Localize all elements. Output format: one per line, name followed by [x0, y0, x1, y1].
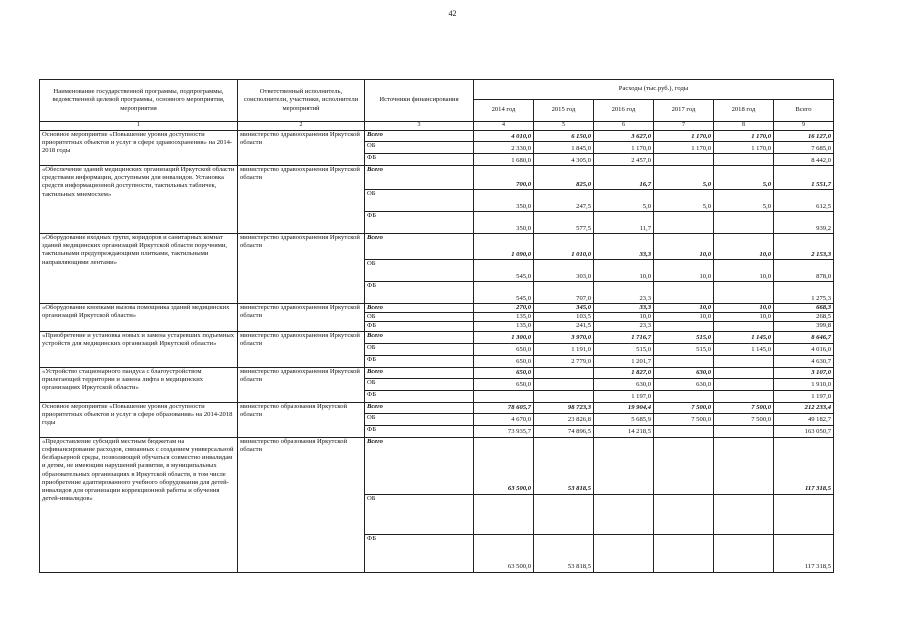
year-value-cell: 1 170,0: [654, 142, 714, 154]
year-value-cell: 3 627,0: [594, 131, 654, 142]
year-value-cell: 4 305,0: [534, 154, 594, 166]
year-value-cell: 241,5: [534, 322, 594, 331]
year-value-cell: 5,0: [714, 166, 774, 190]
page-number: 42: [448, 9, 457, 18]
total-cell: 117 318,5: [774, 534, 834, 572]
funding-source: ФБ: [365, 282, 474, 304]
header-executor: Ответственный исполнитель, соисполнители, участники, исполнители мероприятий: [238, 80, 365, 122]
funding-source: Всего: [365, 331, 474, 343]
year-value-cell: 7 500,0: [714, 402, 774, 413]
year-value-cell: 14 218,5: [594, 425, 654, 437]
year-value-cell: 2 330,0: [474, 142, 534, 154]
header-expenses: Расходы (тыс.руб.), годы: [474, 80, 834, 100]
year-value-cell: 1 090,0: [474, 234, 534, 260]
year-value-cell: 2 779,0: [534, 355, 594, 367]
year-value-cell: 650,0: [474, 378, 534, 390]
year-value-cell: [654, 212, 714, 234]
year-value-cell: [594, 534, 654, 572]
executor-name: министерство здравоохранения Иркутской области: [238, 166, 365, 234]
total-cell: 117 318,5: [774, 437, 834, 494]
year-value-cell: [594, 437, 654, 494]
year-value-cell: 103,5: [534, 313, 594, 322]
column-numbers-row: [40, 122, 834, 131]
table-row: [40, 437, 834, 494]
year-value-cell: 10,0: [714, 313, 774, 322]
year-value-cell: 650,0: [474, 355, 534, 367]
year-value-cell: [654, 534, 714, 572]
year-value-cell: 10,0: [714, 234, 774, 260]
year-value-cell: 650,0: [474, 343, 534, 355]
year-value-cell: 63 500,0: [474, 437, 534, 494]
column-number: 6: [594, 122, 654, 131]
funding-source: ФБ: [365, 212, 474, 234]
year-value-cell: 825,0: [534, 166, 594, 190]
measure-name: «Обеспечение зданий медицинских организаций Иркутской области средствами информации, доступными для инвалидов. Установка средств информационной доступности, тактильных табличек, тактильных мнемосхем»: [40, 166, 238, 234]
year-value-cell: [474, 494, 534, 534]
funding-source: ФБ: [365, 322, 474, 331]
year-header: 2016 год: [594, 100, 654, 122]
year-value-cell: 10,0: [714, 304, 774, 313]
funding-source: Всего: [365, 234, 474, 260]
year-value-cell: [654, 154, 714, 166]
year-value-cell: 1 170,0: [654, 131, 714, 142]
year-value-cell: 10,0: [654, 304, 714, 313]
year-value-cell: [714, 378, 774, 390]
column-number: 3: [365, 122, 474, 131]
year-value-cell: 2 457,0: [594, 154, 654, 166]
year-value-cell: [474, 390, 534, 402]
measure-name: «Оборудование входных групп, коридоров и санитарных комнат зданий медицинских организаций Иркутской области поручнями, тактильными предупреждающими плитками, тактильными направляющими лентами»: [40, 234, 238, 304]
column-number: 7: [654, 122, 714, 131]
year-value-cell: 630,0: [654, 378, 714, 390]
funding-source: ФБ: [365, 355, 474, 367]
funding-source: Всего: [365, 437, 474, 494]
year-value-cell: 1 300,0: [474, 331, 534, 343]
table-row: [40, 166, 834, 190]
total-cell: 8 442,0: [774, 154, 834, 166]
year-value-cell: [714, 494, 774, 534]
measure-name: Основное мероприятие «Повышение уровня доступности приоритетных объектов и услуг в сфере здравоохранения» на 2014-2018 годы: [40, 131, 238, 166]
year-value-cell: 10,0: [714, 260, 774, 282]
year-value-cell: [534, 390, 594, 402]
year-value-cell: [714, 437, 774, 494]
total-cell: 268,5: [774, 313, 834, 322]
year-value-cell: 350,0: [474, 190, 534, 212]
year-value-cell: [654, 425, 714, 437]
year-value-cell: 1 680,0: [474, 154, 534, 166]
year-value-cell: [714, 154, 774, 166]
funding-source: ОБ: [365, 142, 474, 154]
year-value-cell: 135,0: [474, 322, 534, 331]
funding-source: ФБ: [365, 390, 474, 402]
header-source: Источники финансирования: [365, 80, 474, 122]
year-value-cell: 33,3: [594, 304, 654, 313]
year-value-cell: 1 170,0: [714, 131, 774, 142]
year-value-cell: 53 818,5: [534, 437, 594, 494]
year-value-cell: 545,0: [474, 282, 534, 304]
year-value-cell: 10,0: [654, 313, 714, 322]
year-value-cell: [714, 367, 774, 378]
funding-source: ОБ: [365, 190, 474, 212]
year-value-cell: 73 935,7: [474, 425, 534, 437]
year-value-cell: 1 145,0: [714, 343, 774, 355]
year-value-cell: 6 150,0: [534, 131, 594, 142]
column-number: 4: [474, 122, 534, 131]
year-value-cell: [714, 534, 774, 572]
total-cell: 3 107,0: [774, 367, 834, 378]
year-value-cell: 630,0: [594, 378, 654, 390]
year-value-cell: [714, 282, 774, 304]
year-value-cell: 515,0: [654, 331, 714, 343]
year-value-cell: [714, 212, 774, 234]
total-cell: 1 275,3: [774, 282, 834, 304]
year-value-cell: 247,5: [534, 190, 594, 212]
table-row: [40, 131, 834, 142]
year-value-cell: [654, 437, 714, 494]
funding-source: ОБ: [365, 378, 474, 390]
measure-name: «Приобретение и установка новых и замена устаревших подъемных устройств для медицинских организаций Иркутской области»: [40, 331, 238, 367]
year-header: 2015 год: [534, 100, 594, 122]
year-header: 2017 год: [654, 100, 714, 122]
total-cell: 1 197,0: [774, 390, 834, 402]
year-value-cell: 23,3: [594, 282, 654, 304]
year-value-cell: 515,0: [594, 343, 654, 355]
expenses-table: [39, 79, 834, 573]
total-cell: 399,8: [774, 322, 834, 331]
year-value-cell: 16,7: [594, 166, 654, 190]
year-value-cell: 19 904,4: [594, 402, 654, 413]
year-value-cell: 577,5: [534, 212, 594, 234]
measure-name: «Устройство стационарного пандуса с благоустройством прилегающей территории и замена лифта в медицинских организациях Иркутской области»: [40, 367, 238, 402]
total-cell: 1 551,7: [774, 166, 834, 190]
year-value-cell: 1 170,0: [714, 142, 774, 154]
executor-name: министерство здравоохранения Иркутской области: [238, 234, 365, 304]
executor-name: министерство здравоохранения Иркутской области: [238, 331, 365, 367]
funding-source: ФБ: [365, 154, 474, 166]
year-value-cell: [714, 355, 774, 367]
year-value-cell: [534, 494, 594, 534]
total-cell: 8 646,7: [774, 331, 834, 343]
total-cell: 16 127,0: [774, 131, 834, 142]
year-value-cell: 98 723,3: [534, 402, 594, 413]
year-value-cell: 63 500,0: [474, 534, 534, 572]
year-value-cell: 700,0: [474, 166, 534, 190]
year-header: 2014 год: [474, 100, 534, 122]
year-value-cell: 23,3: [594, 322, 654, 331]
year-value-cell: [594, 494, 654, 534]
year-value-cell: 707,0: [534, 282, 594, 304]
year-value-cell: 23 826,8: [534, 413, 594, 425]
funding-source: Всего: [365, 304, 474, 313]
column-number: 9: [774, 122, 834, 131]
measure-name: «Предоставление субсидий местным бюджетам на софинансирование расходов, связанных с созданием универсальной безбарьерной среды, позволяющей обучаться совместно инвалидам и детям, не имеющим нарушений развития, в муниципальных образовательных организациях в Иркутской области, в том числе приобретение адаптированного учебного оборудования для детей-инвалидов для организации коррекционной работы и обучения детей-инвалидов»: [40, 437, 238, 572]
year-value-cell: 345,0: [534, 304, 594, 313]
year-value-cell: 53 818,5: [534, 534, 594, 572]
table-row: [40, 331, 834, 343]
funding-source: Всего: [365, 131, 474, 142]
total-cell: 4 016,0: [774, 343, 834, 355]
year-value-cell: 630,0: [654, 367, 714, 378]
year-value-cell: 303,0: [534, 260, 594, 282]
measure-name: «Оборудование кнопками вызова помощника зданий медицинских организаций Иркутской области»: [40, 304, 238, 332]
year-value-cell: 5,0: [654, 166, 714, 190]
year-value-cell: [654, 282, 714, 304]
total-cell: 878,0: [774, 260, 834, 282]
year-value-cell: 1 827,0: [594, 367, 654, 378]
funding-source: ОБ: [365, 413, 474, 425]
year-value-cell: 5 685,9: [594, 413, 654, 425]
year-value-cell: 10,0: [594, 313, 654, 322]
table-row: [40, 367, 834, 378]
total-cell: 4 630,7: [774, 355, 834, 367]
year-value-cell: 1 145,0: [714, 331, 774, 343]
year-value-cell: [654, 494, 714, 534]
year-value-cell: 135,0: [474, 313, 534, 322]
total-header: Всего: [774, 100, 834, 122]
year-value-cell: 4 670,0: [474, 413, 534, 425]
year-value-cell: [654, 355, 714, 367]
year-value-cell: 11,7: [594, 212, 654, 234]
year-value-cell: [714, 390, 774, 402]
year-value-cell: [714, 322, 774, 331]
year-value-cell: [654, 390, 714, 402]
year-value-cell: 33,3: [594, 234, 654, 260]
column-number: 1: [40, 122, 238, 131]
total-cell: 1 910,0: [774, 378, 834, 390]
total-cell: 212 233,4: [774, 402, 834, 413]
year-value-cell: 7 500,0: [654, 402, 714, 413]
total-cell: 939,2: [774, 212, 834, 234]
year-value-cell: 1 010,0: [534, 234, 594, 260]
total-cell: 668,3: [774, 304, 834, 313]
total-cell: 7 685,0: [774, 142, 834, 154]
total-cell: 163 050,7: [774, 425, 834, 437]
year-value-cell: 10,0: [654, 260, 714, 282]
funding-source: Всего: [365, 367, 474, 378]
year-value-cell: 1 201,7: [594, 355, 654, 367]
year-value-cell: 7 500,0: [714, 413, 774, 425]
year-value-cell: 7 500,0: [654, 413, 714, 425]
year-value-cell: 4 010,0: [474, 131, 534, 142]
year-value-cell: 78 605,7: [474, 402, 534, 413]
total-cell: 2 153,3: [774, 234, 834, 260]
table-row: [40, 304, 834, 313]
table-row: [40, 234, 834, 260]
year-value-cell: 5,0: [594, 190, 654, 212]
measure-name: Основное мероприятие «Повышение уровня доступности приоритетных объектов и услуг в сфере образования» на 2014-2018 годы: [40, 402, 238, 437]
year-value-cell: 270,0: [474, 304, 534, 313]
year-value-cell: 10,0: [594, 260, 654, 282]
year-value-cell: 74 896,5: [534, 425, 594, 437]
funding-source: Всего: [365, 166, 474, 190]
year-value-cell: 5,0: [714, 190, 774, 212]
funding-source: ОБ: [365, 260, 474, 282]
funding-source: ФБ: [365, 425, 474, 437]
year-value-cell: [654, 322, 714, 331]
executor-name: министерство образования Иркутской области: [238, 437, 365, 572]
funding-source: ОБ: [365, 343, 474, 355]
year-value-cell: [714, 425, 774, 437]
column-number: 8: [714, 122, 774, 131]
year-value-cell: 1 170,0: [594, 142, 654, 154]
year-value-cell: 650,0: [474, 367, 534, 378]
year-value-cell: 1 191,0: [534, 343, 594, 355]
funding-source: ФБ: [365, 534, 474, 572]
total-cell: 49 182,7: [774, 413, 834, 425]
year-value-cell: 350,0: [474, 212, 534, 234]
column-number: 2: [238, 122, 365, 131]
year-value-cell: 1 716,7: [594, 331, 654, 343]
funding-source: ОБ: [365, 313, 474, 322]
executor-name: министерство здравоохранения Иркутской области: [238, 304, 365, 332]
year-value-cell: 3 970,0: [534, 331, 594, 343]
year-value-cell: 5,0: [654, 190, 714, 212]
year-value-cell: 545,0: [474, 260, 534, 282]
executor-name: министерство здравоохранения Иркутской области: [238, 131, 365, 166]
funding-source: Всего: [365, 402, 474, 413]
table-row: [40, 402, 834, 413]
funding-source: ОБ: [365, 494, 474, 534]
year-header: 2018 год: [714, 100, 774, 122]
total-cell: 612,5: [774, 190, 834, 212]
executor-name: министерство здравоохранения Иркутской области: [238, 367, 365, 402]
total-cell: [774, 494, 834, 534]
year-value-cell: 1 197,0: [594, 390, 654, 402]
header-name: Наименование государственной программы, подпрограммы, ведомственной целевой программы, основного мероприятия, мероприятия: [40, 80, 238, 122]
executor-name: министерство образования Иркутской области: [238, 402, 365, 437]
year-value-cell: 1 845,0: [534, 142, 594, 154]
year-value-cell: [534, 378, 594, 390]
year-value-cell: 515,0: [654, 343, 714, 355]
year-value-cell: [534, 367, 594, 378]
column-number: 5: [534, 122, 594, 131]
year-value-cell: 10,0: [654, 234, 714, 260]
